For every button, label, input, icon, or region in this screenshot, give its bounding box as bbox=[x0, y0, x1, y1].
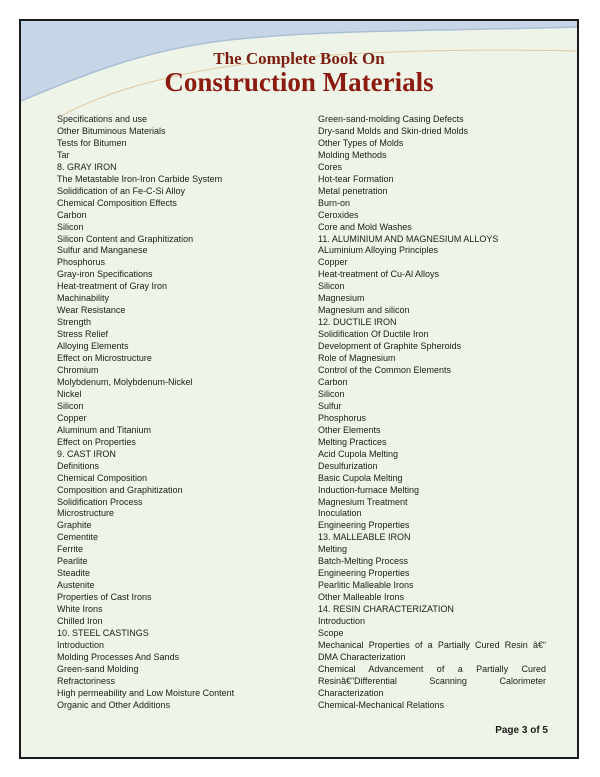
toc-entry: Heat-treatment of Cu-Al Alloys bbox=[318, 269, 440, 280]
toc-entry: Effect on Microstructure bbox=[57, 353, 152, 364]
toc-entry: Chemical-Mechanical Relations bbox=[318, 699, 445, 710]
toc-entry: Metal penetration bbox=[318, 185, 388, 196]
toc-entry: Control of the Common Elements bbox=[318, 365, 452, 376]
toc-entry: Melting bbox=[318, 544, 348, 555]
toc-entry: Copper bbox=[57, 412, 87, 423]
toc-entry: Steadite bbox=[57, 568, 91, 579]
page-indicator: Page 3 of 5 bbox=[495, 725, 548, 736]
toc-entry: Characterization bbox=[318, 687, 384, 698]
toc-entry: Acid Cupola Melting bbox=[318, 448, 399, 459]
toc-entry: Desulfurization bbox=[318, 460, 378, 471]
toc-entry: Magnesium Treatment bbox=[318, 496, 408, 507]
toc-entry: Hot-tear Formation bbox=[318, 173, 394, 184]
toc-entry: Composition and Graphitization bbox=[57, 484, 183, 495]
toc-entry: Basic Cupola Melting bbox=[318, 472, 403, 483]
toc-entry: Molding Methods bbox=[318, 149, 387, 160]
toc-entry: Graphite bbox=[57, 520, 92, 531]
toc-entry: Burn-on bbox=[318, 197, 351, 208]
toc-entry: Strength bbox=[57, 317, 92, 328]
toc-entry: Chemical Advancement of a Partially Cured bbox=[318, 663, 546, 674]
toc-entry: Machinability bbox=[57, 293, 110, 304]
toc-entry: Solidification Of Ductile Iron bbox=[318, 329, 429, 340]
book-title: Construction Materials bbox=[164, 67, 434, 97]
toc-entry: Silicon bbox=[318, 388, 345, 399]
toc-entry: Introduction bbox=[318, 616, 366, 627]
toc-entry: Specifications and use bbox=[57, 114, 148, 124]
toc-entry: Role of Magnesium bbox=[318, 353, 396, 364]
toc-entry: Silicon bbox=[318, 281, 345, 292]
toc-entry: Core and Mold Washes bbox=[318, 221, 412, 232]
toc-entry: Magnesium and silicon bbox=[318, 305, 410, 316]
toc-entry: DMA Characterization bbox=[318, 651, 406, 662]
toc-entry: Stress Relief bbox=[57, 329, 109, 340]
toc-entry: Gray-iron Specifications bbox=[57, 269, 153, 280]
toc-entry: ALuminium Alloying Principles bbox=[318, 245, 439, 256]
book-title-prefix: The Complete Book On bbox=[213, 49, 385, 68]
toc-entry: 9. CAST IRON bbox=[57, 448, 116, 459]
toc-entry: Heat-treatment of Gray Iron bbox=[57, 281, 168, 292]
toc-entry: Other Malleable Irons bbox=[318, 592, 405, 603]
toc-entry: Carbon bbox=[318, 376, 348, 387]
toc-entry: Wear Resistance bbox=[57, 305, 126, 316]
toc-entry: Induction-furnace Melting bbox=[318, 484, 420, 495]
toc-entry: Tar bbox=[57, 149, 70, 160]
toc-entry: Introduction bbox=[57, 639, 105, 650]
toc-entry: Solidification Process bbox=[57, 496, 143, 507]
toc-entry: Development of Graphite Spheroids bbox=[318, 341, 462, 352]
toc-entry: Nickel bbox=[57, 388, 82, 399]
page-frame bbox=[19, 19, 579, 759]
toc-entry: Cores bbox=[318, 161, 343, 172]
toc-entry: Magnesium bbox=[318, 293, 365, 304]
toc-entry: Green-sand Molding bbox=[57, 663, 139, 674]
toc-entry: Phosphorus bbox=[318, 412, 367, 423]
toc-entry: 14. RESIN CHARACTERIZATION bbox=[318, 604, 454, 615]
toc-entry: Molding Processes And Sands bbox=[57, 651, 180, 662]
toc-entry: Microstructure bbox=[57, 508, 115, 519]
toc-entry: Austenite bbox=[57, 580, 95, 591]
toc-entry: Sulfur bbox=[318, 400, 342, 411]
toc-entry: Silicon bbox=[57, 221, 84, 232]
toc-entry: Alloying Elements bbox=[57, 341, 129, 352]
toc-entry: 13. MALLEABLE IRON bbox=[318, 532, 411, 543]
toc-entry: Ceroxides bbox=[318, 209, 359, 220]
toc-entry: White Irons bbox=[57, 604, 103, 615]
toc-entry: Mechanical Properties of a Partially Cured Resin â€“ bbox=[318, 639, 546, 650]
toc-entry: Effect on Properties bbox=[57, 436, 136, 447]
toc-entry: Pearlite bbox=[57, 556, 88, 567]
toc-entry: Batch-Melting Process bbox=[318, 556, 409, 567]
toc-entry: Inoculation bbox=[318, 508, 362, 519]
toc-entry: Green-sand-molding Casing Defects bbox=[318, 114, 464, 124]
toc-entry: Dry-sand Molds and Skin-dried Molds bbox=[318, 125, 469, 136]
toc-entry: Definitions bbox=[57, 460, 100, 471]
toc-entry: Silicon Content and Graphitization bbox=[57, 233, 194, 244]
toc-entry: Chilled Iron bbox=[57, 616, 103, 627]
toc-right-column bbox=[318, 114, 546, 712]
toc-entry: Sulfur and Manganese bbox=[57, 245, 148, 256]
toc-entry: Scope bbox=[318, 627, 344, 638]
toc-entry: Silicon bbox=[57, 400, 84, 411]
toc-entry: Other Bituminous Materials bbox=[57, 125, 166, 136]
toc-entry: Cementite bbox=[57, 532, 99, 543]
toc-entry: Solidification of an Fe-C-Si Alloy bbox=[57, 185, 186, 196]
toc-entry: Tests for Bitumen bbox=[57, 137, 127, 148]
toc-entry: Chemical Composition Effects bbox=[57, 197, 177, 208]
toc-entry: 10. STEEL CASTINGS bbox=[57, 627, 149, 638]
toc-entry: High permeability and Low Moisture Content bbox=[57, 687, 235, 698]
toc-left-column bbox=[57, 114, 297, 712]
toc-entry: 12. DUCTILE IRON bbox=[318, 317, 397, 328]
toc-entry: Resinâ€”Differential Scanning Calorimeter bbox=[318, 675, 546, 686]
toc-entry: Molybdenum, Molybdenum-Nickel bbox=[57, 376, 193, 387]
toc-entry: Melting Practices bbox=[318, 436, 387, 447]
toc-entry: 8. GRAY IRON bbox=[57, 161, 117, 172]
toc-entry: 11. ALUMINIUM AND MAGNESIUM ALLOYS bbox=[318, 233, 499, 244]
toc-entry: Copper bbox=[318, 257, 348, 268]
toc-entry: Refractoriness bbox=[57, 675, 116, 686]
toc-entry: Properties of Cast Irons bbox=[57, 592, 152, 603]
toc-entry: Engineering Properties bbox=[318, 568, 410, 579]
toc-entry: Chromium bbox=[57, 365, 99, 376]
toc-entry: Other Elements bbox=[318, 424, 381, 435]
toc-entry: The Metastable Iron-Iron Carbide System bbox=[57, 173, 223, 184]
toc-entry: Ferrite bbox=[57, 544, 84, 555]
toc-entry: Phosphorus bbox=[57, 257, 106, 268]
toc-entry: Chemical Composition bbox=[57, 472, 148, 483]
toc-entry: Engineering Properties bbox=[318, 520, 410, 531]
toc-entry: Aluminum and Titanium bbox=[57, 424, 152, 435]
toc-entry: Other Types of Molds bbox=[318, 137, 404, 148]
toc-entry: Pearlitic Malleable Irons bbox=[318, 580, 414, 591]
toc-entry: Carbon bbox=[57, 209, 87, 220]
toc-entry: Organic and Other Additions bbox=[57, 699, 171, 710]
